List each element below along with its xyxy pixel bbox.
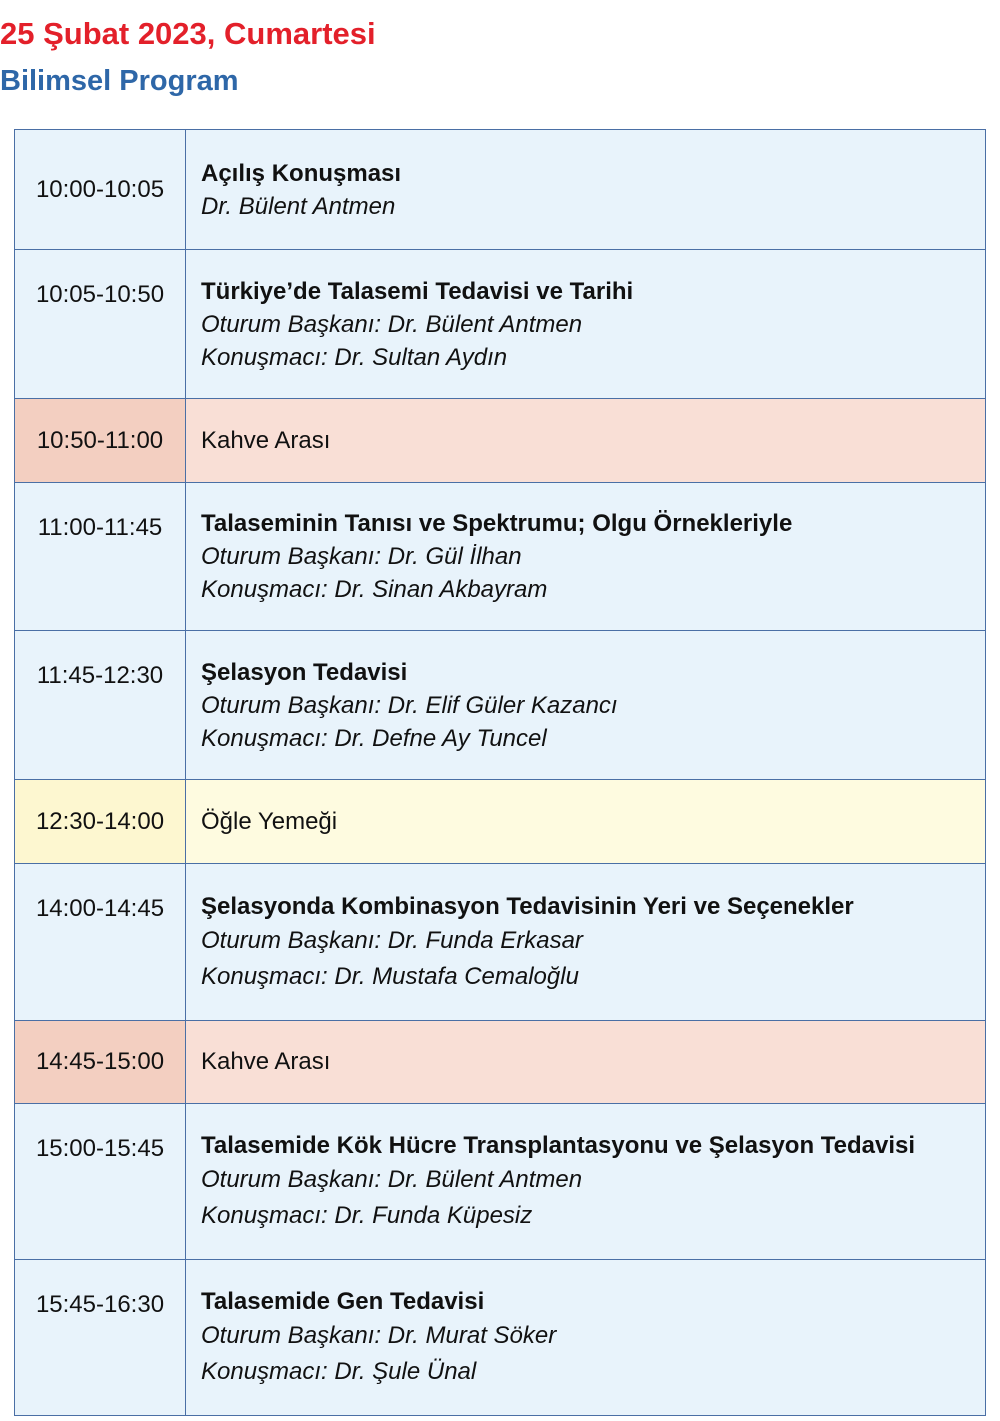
session-time: 11:00-11:45 bbox=[15, 483, 186, 631]
session-title: Şelasyon Tedavisi bbox=[201, 658, 408, 686]
break-time: 10:50-11:00 bbox=[15, 399, 186, 483]
session-time: 11:45-12:30 bbox=[15, 631, 186, 780]
session-speaker: Dr. Bülent Antmen bbox=[201, 192, 396, 220]
session-details bbox=[186, 483, 986, 631]
session-details bbox=[186, 1104, 986, 1260]
break-row bbox=[15, 1021, 986, 1104]
session-details bbox=[186, 864, 986, 1021]
session-row bbox=[15, 250, 986, 399]
session-chair: Oturum Başkanı: Dr. Elif Güler Kazancı bbox=[201, 691, 618, 719]
session-title: Talasemide Kök Hücre Transplantasyonu ve Şelasyon Tedavisi bbox=[201, 1132, 916, 1159]
session-speaker: Konuşmacı: Dr. Sultan Aydın bbox=[201, 343, 508, 371]
session-speaker: Konuşmacı: Dr. Sinan Akbayram bbox=[201, 576, 548, 603]
break-row bbox=[15, 399, 986, 483]
session-details bbox=[186, 250, 986, 399]
session-chair: Oturum Başkanı: Dr. Bülent Antmen bbox=[201, 310, 583, 338]
session-chair: Oturum Başkanı: Dr. Bülent Antmen bbox=[201, 1166, 583, 1193]
session-speaker: Konuşmacı: Dr. Mustafa Cemaloğlu bbox=[201, 962, 579, 990]
session-speaker: Konuşmacı: Dr. Defne Ay Tuncel bbox=[201, 724, 547, 752]
break-details bbox=[186, 399, 986, 483]
session-chair: Oturum Başkanı: Dr. Gül İlhan bbox=[201, 543, 522, 570]
break-label: Kahve Arası bbox=[201, 426, 331, 454]
session-details bbox=[186, 631, 986, 780]
session-time: 10:00-10:05 bbox=[15, 130, 186, 250]
session-time: 15:45-16:30 bbox=[15, 1260, 186, 1416]
session-title: Talaseminin Tanısı ve Spektrumu; Olgu Örnekleriyle bbox=[201, 510, 793, 537]
session-details bbox=[186, 1260, 986, 1416]
break-label: Öğle Yemeği bbox=[201, 807, 338, 835]
session-details bbox=[186, 130, 986, 250]
session-speaker: Konuşmacı: Dr. Şule Ünal bbox=[201, 1358, 477, 1385]
session-row bbox=[15, 130, 986, 250]
session-speaker: Konuşmacı: Dr. Funda Küpesiz bbox=[201, 1202, 533, 1229]
session-time: 15:00-15:45 bbox=[15, 1104, 186, 1260]
session-row bbox=[15, 483, 986, 631]
break-details bbox=[186, 780, 986, 864]
break-row bbox=[15, 780, 986, 864]
session-row bbox=[15, 631, 986, 780]
break-time: 12:30-14:00 bbox=[15, 780, 186, 864]
session-title: Talasemide Gen Tedavisi bbox=[201, 1288, 485, 1315]
break-details bbox=[186, 1021, 986, 1104]
session-title: Türkiye’de Talasemi Tedavisi ve Tarihi bbox=[201, 277, 634, 305]
session-row bbox=[15, 1260, 986, 1416]
session-time: 14:00-14:45 bbox=[15, 864, 186, 1021]
session-chair: Oturum Başkanı: Dr. Funda Erkasar bbox=[201, 926, 583, 954]
session-row bbox=[15, 1104, 986, 1260]
break-time: 14:45-15:00 bbox=[15, 1021, 186, 1104]
session-chair: Oturum Başkanı: Dr. Murat Söker bbox=[201, 1322, 557, 1349]
session-title: Açılış Konuşması bbox=[201, 159, 402, 187]
schedule-table bbox=[14, 129, 986, 1416]
break-label: Kahve Arası bbox=[201, 1048, 331, 1075]
session-title: Şelasyonda Kombinasyon Tedavisinin Yeri ve Seçenekler bbox=[201, 892, 854, 920]
page-subtitle: Bilimsel Program bbox=[0, 65, 239, 97]
session-time: 10:05-10:50 bbox=[15, 250, 186, 399]
session-row bbox=[15, 864, 986, 1021]
page-title: 25 Şubat 2023, Cumartesi bbox=[0, 16, 376, 51]
